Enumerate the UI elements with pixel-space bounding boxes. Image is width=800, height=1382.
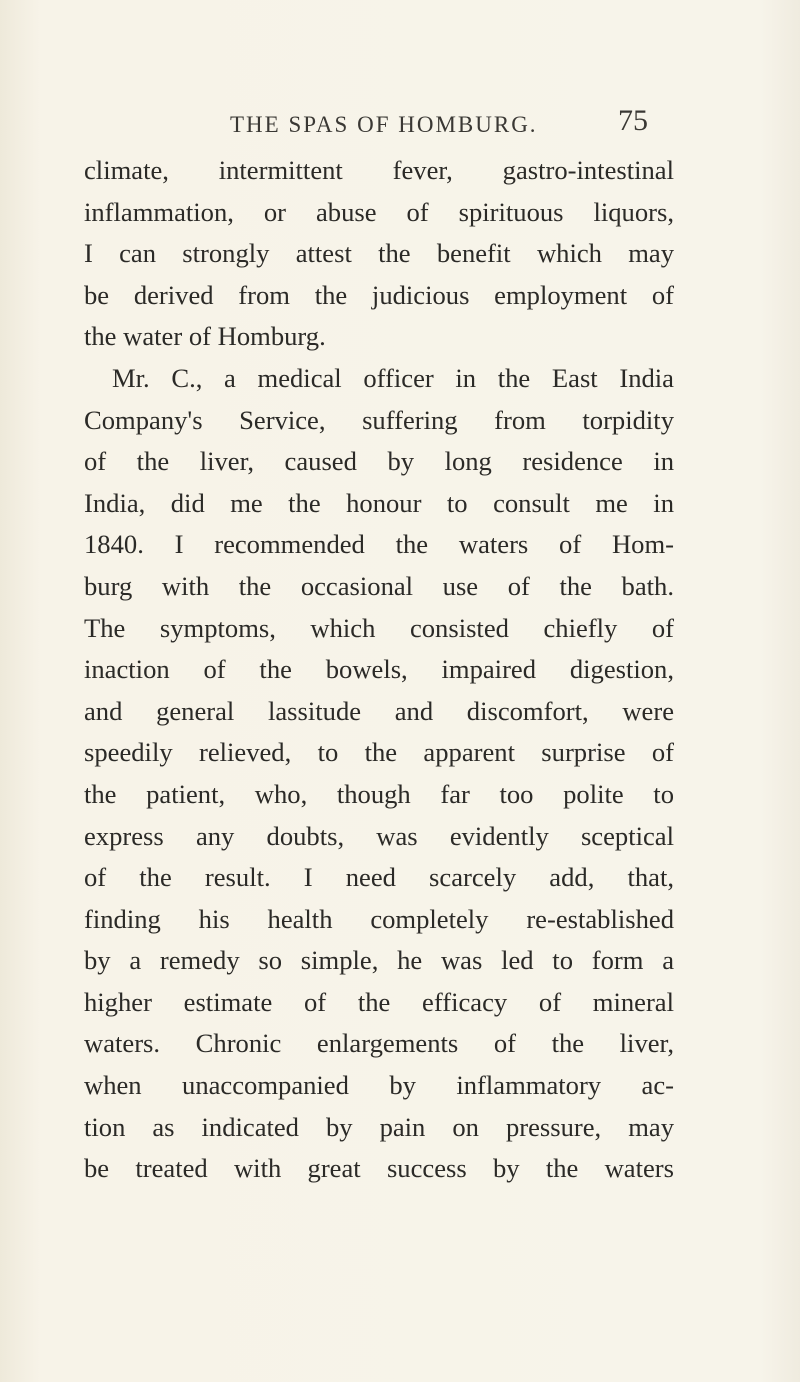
text-line: speedily relieved, to the apparent surprise of bbox=[84, 737, 674, 768]
text-line: tion as indicated by pain on pressure, may bbox=[84, 1111, 674, 1142]
text-line: 1840. I recommended the waters of Hom- bbox=[84, 529, 674, 560]
body-text bbox=[84, 150, 674, 1190]
text-line: the patient, who, though far too polite to bbox=[84, 778, 674, 809]
text-line: higher estimate of the efficacy of mineral bbox=[84, 986, 674, 1017]
text-line: Company's Service, suffering from torpidity bbox=[84, 404, 674, 435]
text-line: by a remedy so simple, he was led to form a bbox=[84, 945, 674, 976]
running-head bbox=[0, 104, 800, 142]
text-line: when unaccompanied by inflammatory ac- bbox=[84, 1070, 674, 1101]
text-line: of the liver, caused by long residence in bbox=[84, 446, 674, 477]
text-line: be derived from the judicious employment of bbox=[84, 279, 674, 310]
page-number: 75 bbox=[618, 104, 648, 137]
text-line: I can strongly attest the benefit which may bbox=[84, 238, 674, 269]
text-line: burg with the occasional use of the bath. bbox=[84, 570, 674, 601]
text-line: finding his health completely re-established bbox=[84, 903, 674, 934]
text-line: India, did me the honour to consult me in bbox=[84, 487, 674, 518]
text-line: and general lassitude and discomfort, were bbox=[84, 695, 674, 726]
running-title: THE SPAS OF HOMBURG. bbox=[230, 112, 538, 137]
text-line: Mr. C., a medical officer in the East India bbox=[112, 362, 674, 393]
text-line: be treated with great success by the waters bbox=[84, 1153, 674, 1184]
text-line: express any doubts, was evidently sceptical bbox=[84, 820, 674, 851]
text-line: inaction of the bowels, impaired digestion, bbox=[84, 654, 674, 685]
text-line: the water of Homburg. bbox=[84, 321, 326, 352]
text-line: The symptoms, which consisted chiefly of bbox=[84, 612, 674, 643]
text-line: climate, intermittent fever, gastro-intestinal bbox=[84, 155, 674, 185]
text-line: inflammation, or abuse of spirituous liquors, bbox=[84, 196, 674, 227]
text-line: waters. Chronic enlargements of the liver, bbox=[84, 1028, 674, 1059]
text-line: of the result. I need scarcely add, that, bbox=[84, 862, 674, 893]
